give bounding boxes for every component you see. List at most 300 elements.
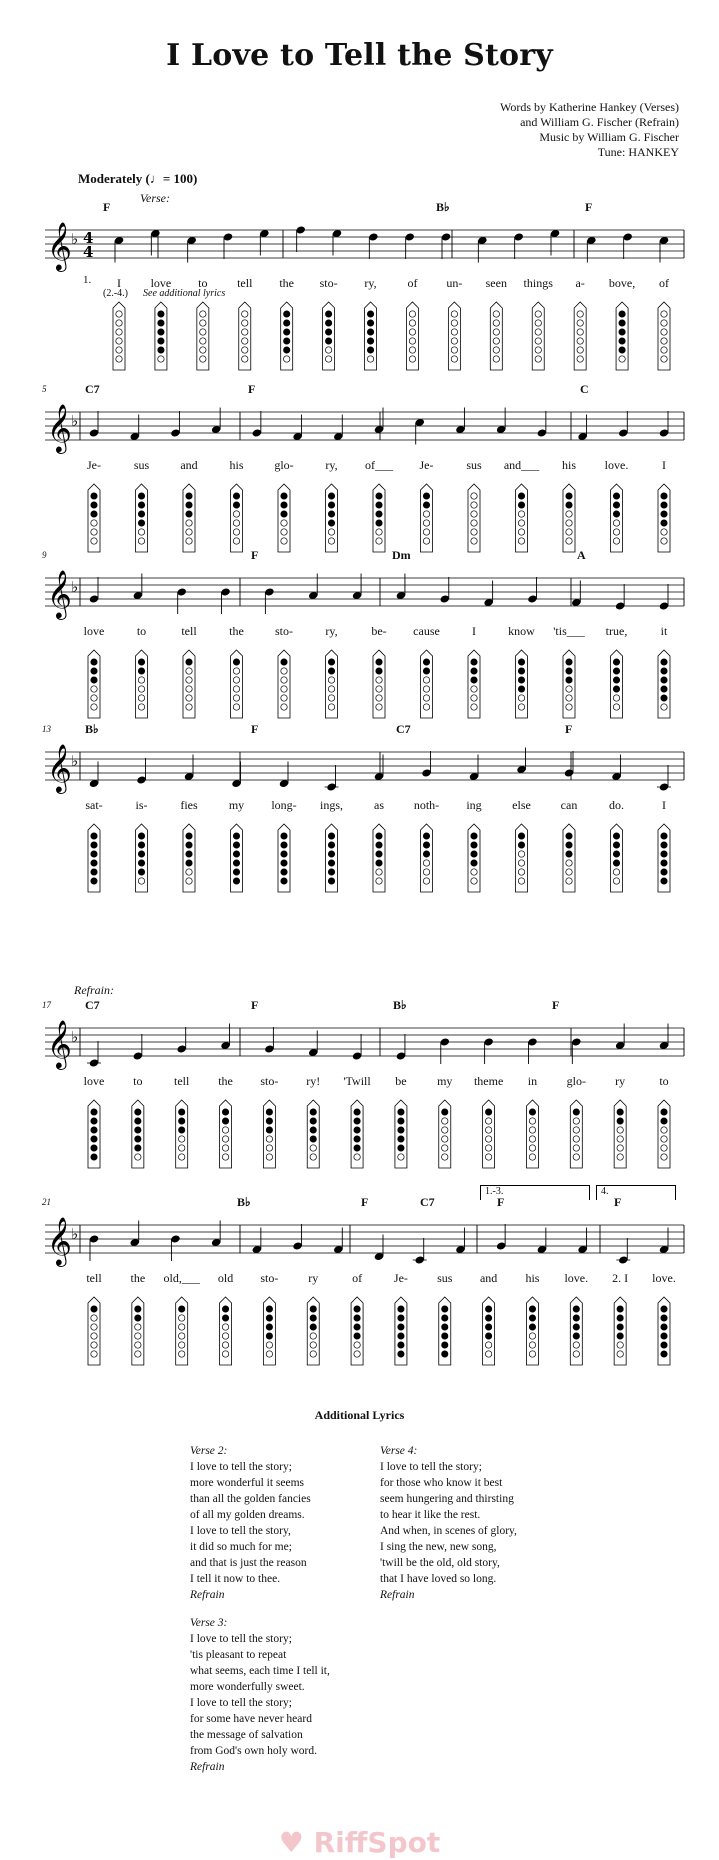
finger-hole bbox=[310, 1109, 316, 1115]
finger-hole bbox=[619, 320, 625, 326]
finger-hole bbox=[367, 356, 373, 362]
finger-hole bbox=[376, 686, 382, 692]
finger-hole bbox=[138, 502, 144, 508]
chord-symbol: F bbox=[251, 548, 259, 562]
finger-hole bbox=[661, 1127, 667, 1133]
finger-hole bbox=[661, 320, 667, 326]
finger-hole bbox=[138, 686, 144, 692]
lyric-syllable: the bbox=[279, 276, 295, 290]
finger-hole bbox=[661, 1342, 667, 1348]
finger-hole bbox=[325, 320, 331, 326]
finger-hole bbox=[451, 347, 457, 353]
verse-4-line: that I have loved so long. bbox=[380, 1573, 497, 1585]
key-signature-flat-icon: ♭ bbox=[71, 578, 79, 596]
finger-hole bbox=[266, 1315, 272, 1321]
whistle-fingering-diagram bbox=[516, 824, 528, 892]
finger-hole bbox=[442, 1342, 448, 1348]
finger-hole bbox=[281, 677, 287, 683]
tempo-label: Moderately bbox=[78, 171, 143, 186]
finger-hole bbox=[442, 1324, 448, 1330]
finger-hole bbox=[535, 338, 541, 344]
finger-hole bbox=[354, 1306, 360, 1312]
lyric-syllable: can bbox=[560, 798, 578, 812]
lyric-syllable: ry, bbox=[364, 276, 377, 290]
finger-hole bbox=[573, 1333, 579, 1339]
lyric-syllable: sto- bbox=[319, 276, 338, 290]
whistle-fingering-diagram bbox=[421, 484, 433, 552]
whistle-fingering-diagram bbox=[326, 484, 338, 552]
finger-hole bbox=[398, 1333, 404, 1339]
finger-hole bbox=[485, 1351, 491, 1357]
finger-hole bbox=[376, 704, 382, 710]
finger-hole bbox=[613, 842, 619, 848]
finger-hole bbox=[376, 833, 382, 839]
finger-hole bbox=[423, 493, 429, 499]
finger-hole bbox=[617, 1145, 623, 1151]
finger-hole bbox=[619, 329, 625, 335]
finger-hole bbox=[138, 860, 144, 866]
finger-hole bbox=[566, 833, 572, 839]
whistle-fingering-diagram bbox=[307, 1297, 319, 1365]
finger-hole bbox=[281, 538, 287, 544]
finger-hole bbox=[91, 1118, 97, 1124]
chord-symbol: C bbox=[580, 382, 589, 396]
finger-hole bbox=[328, 511, 334, 517]
measure-number: 9 bbox=[42, 550, 47, 560]
finger-hole bbox=[367, 329, 373, 335]
lyric-syllable: love. bbox=[604, 458, 629, 472]
verse-2-line: I love to tell the story; bbox=[190, 1461, 292, 1473]
lyric-syllable: of bbox=[407, 276, 418, 290]
finger-hole bbox=[376, 511, 382, 517]
finger-hole bbox=[186, 493, 192, 499]
chord-symbol: B♭ bbox=[436, 200, 450, 214]
key-signature-flat-icon: ♭ bbox=[71, 1225, 79, 1243]
finger-hole bbox=[398, 1109, 404, 1115]
verse-3-line: what seems, each time I tell it, bbox=[190, 1665, 330, 1677]
finger-hole bbox=[529, 1145, 535, 1151]
chord-symbol: F bbox=[361, 1195, 369, 1209]
finger-hole bbox=[471, 833, 477, 839]
whistle-fingering-diagram bbox=[516, 650, 528, 718]
finger-hole bbox=[328, 842, 334, 848]
verse-2-title: Verse 2: bbox=[190, 1445, 228, 1457]
chord-symbol: F bbox=[585, 200, 593, 214]
finger-hole bbox=[535, 329, 541, 335]
finger-hole bbox=[566, 493, 572, 499]
finger-hole bbox=[186, 520, 192, 526]
lyric-syllable: ry! bbox=[306, 1074, 321, 1088]
finger-hole bbox=[661, 851, 667, 857]
lyric-syllable: and bbox=[479, 1271, 498, 1285]
finger-hole bbox=[376, 659, 382, 665]
finger-hole bbox=[135, 1342, 141, 1348]
finger-hole bbox=[376, 851, 382, 857]
finger-hole bbox=[661, 502, 667, 508]
finger-hole bbox=[493, 356, 499, 362]
finger-hole bbox=[518, 493, 524, 499]
finger-hole bbox=[354, 1136, 360, 1142]
finger-hole bbox=[451, 338, 457, 344]
finger-hole bbox=[376, 842, 382, 848]
whistle-fingering-diagram bbox=[183, 484, 195, 552]
lyric-syllable: to bbox=[659, 1074, 669, 1088]
verse-3-line: more wonderfully sweet. bbox=[190, 1681, 305, 1693]
finger-hole bbox=[518, 878, 524, 884]
finger-hole bbox=[135, 1118, 141, 1124]
finger-hole bbox=[266, 1109, 272, 1115]
finger-hole bbox=[242, 320, 248, 326]
finger-hole bbox=[354, 1351, 360, 1357]
finger-hole bbox=[613, 511, 619, 517]
finger-hole bbox=[328, 502, 334, 508]
key-signature-flat-icon: ♭ bbox=[71, 1028, 79, 1046]
finger-hole bbox=[423, 686, 429, 692]
finger-hole bbox=[354, 1154, 360, 1160]
finger-hole bbox=[398, 1118, 404, 1124]
lyric-syllable: of bbox=[352, 1271, 363, 1285]
lyric-syllable: 'tis___ bbox=[553, 624, 585, 638]
finger-hole bbox=[310, 1351, 316, 1357]
finger-hole bbox=[310, 1315, 316, 1321]
whistle-fingering-diagram bbox=[88, 1297, 100, 1365]
lyric-syllable: Je- bbox=[393, 1271, 408, 1285]
lyric-syllable: it bbox=[660, 624, 668, 638]
finger-hole bbox=[376, 493, 382, 499]
finger-hole bbox=[409, 320, 415, 326]
finger-hole bbox=[577, 356, 583, 362]
treble-clef-icon: 𝄞 bbox=[47, 1216, 72, 1265]
lyric-syllable: glo- bbox=[566, 1074, 586, 1088]
lyric-syllable: else bbox=[512, 798, 531, 812]
finger-hole bbox=[573, 1118, 579, 1124]
verse-label: Verse: bbox=[140, 191, 170, 205]
finger-hole bbox=[398, 1324, 404, 1330]
brand-name: RiffSpot bbox=[313, 1826, 441, 1859]
whistle-fingering-diagram bbox=[307, 1100, 319, 1168]
finger-hole bbox=[178, 1145, 184, 1151]
finger-hole bbox=[566, 511, 572, 517]
chord-symbol: F bbox=[251, 722, 259, 736]
whistle-fingering-diagram bbox=[326, 824, 338, 892]
finger-hole bbox=[442, 1109, 448, 1115]
finger-hole bbox=[617, 1351, 623, 1357]
lyric-syllable: and bbox=[180, 458, 198, 472]
finger-hole bbox=[354, 1145, 360, 1151]
whistle-fingering-diagram bbox=[183, 650, 195, 718]
finger-hole bbox=[613, 520, 619, 526]
finger-hole bbox=[661, 1306, 667, 1312]
lyric-syllable: un- bbox=[446, 276, 463, 290]
finger-hole bbox=[91, 1136, 97, 1142]
finger-hole bbox=[186, 860, 192, 866]
whistle-fingering-diagram bbox=[439, 1297, 451, 1365]
lyric-syllable: to bbox=[133, 1074, 143, 1088]
finger-hole bbox=[661, 695, 667, 701]
finger-hole bbox=[222, 1145, 228, 1151]
finger-hole bbox=[138, 659, 144, 665]
whistle-fingering-diagram bbox=[263, 1297, 275, 1365]
whistle-fingering-diagram bbox=[373, 484, 385, 552]
finger-hole bbox=[471, 704, 477, 710]
finger-hole bbox=[135, 1109, 141, 1115]
finger-hole bbox=[485, 1342, 491, 1348]
finger-hole bbox=[91, 686, 97, 692]
finger-hole bbox=[281, 668, 287, 674]
lyric-syllable: be- bbox=[371, 624, 387, 638]
finger-hole bbox=[281, 686, 287, 692]
finger-hole bbox=[471, 520, 477, 526]
finger-hole bbox=[91, 502, 97, 508]
finger-hole bbox=[266, 1127, 272, 1133]
finger-hole bbox=[398, 1351, 404, 1357]
finger-hole bbox=[138, 869, 144, 875]
lyric-syllable: tell bbox=[174, 1074, 190, 1088]
finger-hole bbox=[661, 347, 667, 353]
finger-hole bbox=[222, 1351, 228, 1357]
whistle-fingering-diagram bbox=[132, 1100, 144, 1168]
finger-hole bbox=[186, 851, 192, 857]
lyric-syllable: sus bbox=[466, 458, 482, 472]
finger-hole bbox=[178, 1306, 184, 1312]
finger-hole bbox=[158, 338, 164, 344]
finger-hole bbox=[613, 538, 619, 544]
whistle-fingering-diagram bbox=[132, 1297, 144, 1365]
whistle-fingering-diagram bbox=[395, 1100, 407, 1168]
lyric-syllable: glo- bbox=[274, 458, 294, 472]
lyric-syllable: sto- bbox=[275, 624, 293, 638]
finger-hole bbox=[619, 311, 625, 317]
finger-hole bbox=[158, 311, 164, 317]
finger-hole bbox=[661, 1109, 667, 1115]
lyric-syllable: of bbox=[659, 276, 669, 290]
whistle-fingering-diagram bbox=[365, 302, 377, 370]
whistle-fingering-diagram bbox=[136, 824, 148, 892]
chord-symbol: F bbox=[251, 998, 259, 1012]
finger-hole bbox=[518, 842, 524, 848]
finger-hole bbox=[661, 1351, 667, 1357]
page-title: I Love to Tell the Story bbox=[166, 38, 553, 73]
finger-hole bbox=[442, 1127, 448, 1133]
finger-hole bbox=[661, 704, 667, 710]
finger-hole bbox=[91, 1154, 97, 1160]
finger-hole bbox=[266, 1306, 272, 1312]
finger-hole bbox=[493, 329, 499, 335]
finger-hole bbox=[376, 860, 382, 866]
whistle-fingering-diagram bbox=[395, 1297, 407, 1365]
finger-hole bbox=[178, 1118, 184, 1124]
finger-hole bbox=[222, 1109, 228, 1115]
key-signature-flat-icon: ♭ bbox=[71, 230, 79, 248]
whistle-fingering-diagram bbox=[231, 824, 243, 892]
whistle-fingering-diagram bbox=[373, 824, 385, 892]
lyric-syllable: do. bbox=[609, 798, 624, 812]
finger-hole bbox=[661, 833, 667, 839]
finger-hole bbox=[423, 529, 429, 535]
finger-hole bbox=[266, 1342, 272, 1348]
finger-hole bbox=[376, 529, 382, 535]
finger-hole bbox=[222, 1118, 228, 1124]
finger-hole bbox=[661, 869, 667, 875]
whistle-fingering-diagram bbox=[658, 824, 670, 892]
finger-hole bbox=[493, 338, 499, 344]
verse-3-title: Verse 3: bbox=[190, 1617, 228, 1629]
whistle-fingering-diagram bbox=[468, 824, 480, 892]
finger-hole bbox=[138, 704, 144, 710]
finger-hole bbox=[325, 311, 331, 317]
see-additional-note: See additional lyrics bbox=[143, 288, 226, 299]
finger-hole bbox=[376, 538, 382, 544]
finger-hole bbox=[661, 860, 667, 866]
finger-hole bbox=[471, 677, 477, 683]
whistle-fingering-diagram bbox=[532, 302, 544, 370]
finger-hole bbox=[222, 1342, 228, 1348]
finger-hole bbox=[577, 347, 583, 353]
credit-music: Music by William G. Fischer bbox=[539, 130, 679, 144]
finger-hole bbox=[328, 677, 334, 683]
finger-hole bbox=[613, 529, 619, 535]
finger-hole bbox=[178, 1324, 184, 1330]
finger-hole bbox=[613, 677, 619, 683]
finger-hole bbox=[200, 356, 206, 362]
finger-hole bbox=[91, 842, 97, 848]
finger-hole bbox=[158, 320, 164, 326]
finger-hole bbox=[222, 1127, 228, 1133]
finger-hole bbox=[573, 1127, 579, 1133]
finger-hole bbox=[233, 677, 239, 683]
finger-hole bbox=[178, 1127, 184, 1133]
chord-symbol: C7 bbox=[85, 998, 100, 1012]
finger-hole bbox=[529, 1333, 535, 1339]
finger-hole bbox=[200, 338, 206, 344]
finger-hole bbox=[398, 1342, 404, 1348]
lyric-syllable: the bbox=[218, 1074, 233, 1088]
chord-symbol: F bbox=[565, 722, 573, 736]
finger-hole bbox=[573, 1154, 579, 1160]
finger-hole bbox=[518, 704, 524, 710]
lyric-syllable: love bbox=[83, 624, 105, 638]
finger-hole bbox=[661, 1315, 667, 1321]
finger-hole bbox=[471, 842, 477, 848]
lyric-syllable: sus bbox=[437, 1271, 453, 1285]
finger-hole bbox=[222, 1333, 228, 1339]
finger-hole bbox=[310, 1136, 316, 1142]
whistle-fingering-diagram bbox=[658, 650, 670, 718]
verse-alt-numbers: (2.-4.) bbox=[103, 288, 128, 299]
additional-lyrics-heading: Additional Lyrics bbox=[314, 1408, 405, 1422]
finger-hole bbox=[423, 695, 429, 701]
finger-hole bbox=[617, 1324, 623, 1330]
finger-hole bbox=[471, 493, 477, 499]
lyric-syllable: love bbox=[83, 1074, 105, 1088]
finger-hole bbox=[471, 502, 477, 508]
finger-hole bbox=[178, 1154, 184, 1160]
finger-hole bbox=[535, 311, 541, 317]
finger-hole bbox=[661, 520, 667, 526]
finger-hole bbox=[518, 851, 524, 857]
finger-hole bbox=[661, 529, 667, 535]
whistle-fingering-diagram bbox=[278, 824, 290, 892]
finger-hole bbox=[233, 686, 239, 692]
whistle-fingering-diagram bbox=[658, 1100, 670, 1168]
verse-3-line: from God's own holy word. bbox=[190, 1745, 317, 1757]
finger-hole bbox=[116, 311, 122, 317]
finger-hole bbox=[409, 338, 415, 344]
finger-hole bbox=[529, 1342, 535, 1348]
finger-hole bbox=[471, 538, 477, 544]
finger-hole bbox=[91, 851, 97, 857]
finger-hole bbox=[328, 695, 334, 701]
finger-hole bbox=[116, 329, 122, 335]
finger-hole bbox=[661, 538, 667, 544]
finger-hole bbox=[619, 338, 625, 344]
finger-hole bbox=[398, 1145, 404, 1151]
finger-hole bbox=[471, 529, 477, 535]
finger-hole bbox=[577, 311, 583, 317]
finger-hole bbox=[518, 833, 524, 839]
finger-hole bbox=[266, 1136, 272, 1142]
finger-hole bbox=[442, 1351, 448, 1357]
lyric-syllable: his bbox=[561, 458, 577, 472]
lyric-syllable: and___ bbox=[503, 458, 540, 472]
tempo-marking: Moderately (♩= 100) bbox=[78, 171, 198, 186]
finger-hole bbox=[423, 860, 429, 866]
fingering-chart bbox=[0, 824, 719, 914]
finger-hole bbox=[376, 878, 382, 884]
finger-hole bbox=[398, 1136, 404, 1142]
finger-hole bbox=[233, 851, 239, 857]
finger-hole bbox=[138, 493, 144, 499]
whistle-fingering-diagram bbox=[614, 1297, 626, 1365]
finger-hole bbox=[566, 668, 572, 674]
whistle-fingering-diagram bbox=[570, 1297, 582, 1365]
finger-hole bbox=[135, 1324, 141, 1330]
whistle-fingering-diagram bbox=[563, 484, 575, 552]
finger-hole bbox=[354, 1342, 360, 1348]
finger-hole bbox=[566, 878, 572, 884]
finger-hole bbox=[328, 520, 334, 526]
time-signature: 4 bbox=[83, 229, 94, 247]
finger-hole bbox=[661, 1118, 667, 1124]
finger-hole bbox=[613, 878, 619, 884]
finger-hole bbox=[398, 1154, 404, 1160]
whistle-fingering-diagram bbox=[490, 302, 502, 370]
lyric-syllable: ry bbox=[308, 1271, 319, 1285]
finger-hole bbox=[283, 320, 289, 326]
finger-hole bbox=[116, 338, 122, 344]
finger-hole bbox=[91, 1109, 97, 1115]
finger-hole bbox=[471, 878, 477, 884]
measure-number: 13 bbox=[42, 724, 51, 734]
finger-hole bbox=[529, 1351, 535, 1357]
finger-hole bbox=[91, 1351, 97, 1357]
finger-hole bbox=[566, 842, 572, 848]
finger-hole bbox=[200, 311, 206, 317]
finger-hole bbox=[367, 347, 373, 353]
finger-hole bbox=[566, 677, 572, 683]
chord-symbol: B♭ bbox=[237, 1195, 251, 1209]
finger-hole bbox=[186, 695, 192, 701]
finger-hole bbox=[566, 520, 572, 526]
lyric-syllable: of___ bbox=[365, 458, 393, 472]
finger-hole bbox=[328, 529, 334, 535]
finger-hole bbox=[617, 1109, 623, 1115]
finger-hole bbox=[91, 659, 97, 665]
finger-hole bbox=[222, 1154, 228, 1160]
finger-hole bbox=[617, 1136, 623, 1142]
finger-hole bbox=[619, 347, 625, 353]
whistle-fingering-diagram bbox=[176, 1100, 188, 1168]
